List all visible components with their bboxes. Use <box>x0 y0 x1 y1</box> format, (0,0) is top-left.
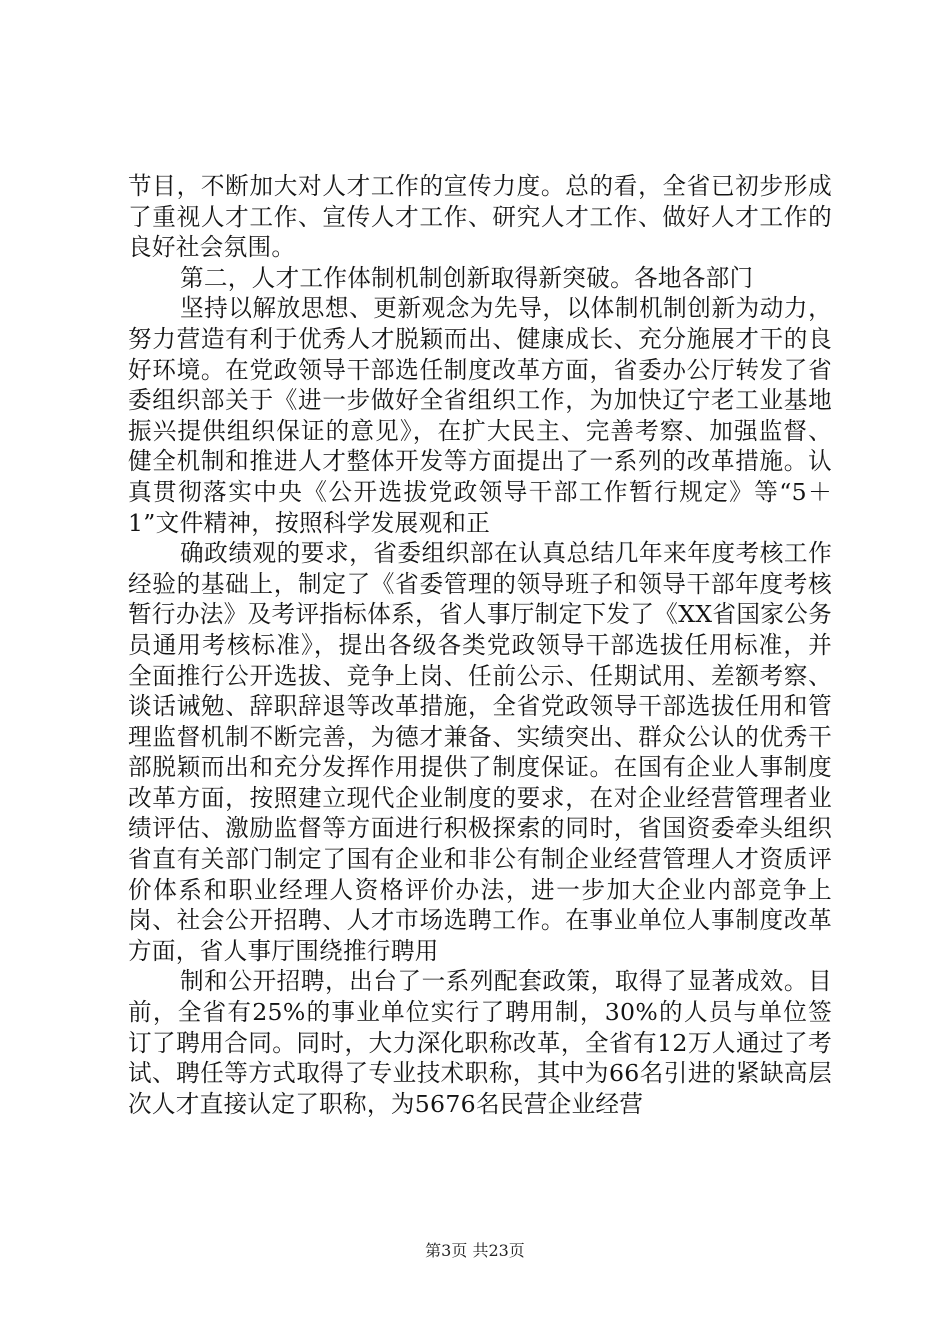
paragraph-3: 坚持以解放思想、更新观念为先导，以体制机制创新为动力，努力营造有利于优秀人才脱颖而出、健康成长、充分施展才干的良好环境。在党政领导干部选任制度改革方面，省委办公厅转发了省委组织部关于《进一步做好全省组织工作，为加快辽宁老工业基地振兴提供组织保证的意见》，在扩大民主、完善考察、加强监督、健全机制和推进人才整体开发等方面提出了一系列的改革措施。认真贯彻落实中央《公开选拔党政领导干部工作暂行规定》等“5＋1”文件精神，按照科学发展观和正 <box>128 294 832 537</box>
paragraph-4: 确政绩观的要求，省委组织部在认真总结几年来年度考核工作经验的基础上，制定了《省委管理的领导班子和领导干部年度考核暂行办法》及考评指标体系，省人事厅制定下发了《XX省国家公务员通用考核标准》，提出各级各类党政领导干部选拔任用标准，并全面推行公开选拔、竞争上岗、任前公示、任期试用、差额考察、谈话诫勉、辞职辞退等改革措施，全省党政领导干部选拔任用和管理监督机制不断完善，为德才兼备、实绩突出、群众公认的优秀干部脱颖而出和充分发挥作用提供了制度保证。在国有企业人事制度改革方面，按照建立现代企业制度的要求，在对企业经营管理者业绩评估、激励监督等方面进行积极探索的同时，省国资委牵头组织省直有关部门制定了国有企业和非公有制企业经营管理人才资质评价体系和职业经理人资格评价办法，进一步加大企业内部竞争上岗、社会公开招聘、人才市场选聘工作。在事业单位人事制度改革方面，省人事厅围绕推行聘用 <box>128 539 832 965</box>
page-number-footer: 第3页 共23页 <box>425 1241 525 1260</box>
document-body <box>128 171 832 1119</box>
paragraph-2: 第二，人才工作体制机制创新取得新突破。各地各部门 <box>180 263 754 292</box>
paragraph-5: 制和公开招聘，出台了一系列配套政策，取得了显著成效。目前，全省有25%的事业单位实行了聘用制，30%的人员与单位签订了聘用合同。同时，大力深化职称改革，全省有12万人通过了考试、聘任等方式取得了专业技术职称，其中为66名引进的紧缺高层次人才直接认定了职称，为5676名民营企业经营 <box>128 967 832 1118</box>
paragraph-1: 节目，不断加大对人才工作的宣传力度。总的看，全省已初步形成了重视人才工作、宣传人才工作、研究人才工作、做好人才工作的良好社会氛围。 <box>128 172 832 262</box>
